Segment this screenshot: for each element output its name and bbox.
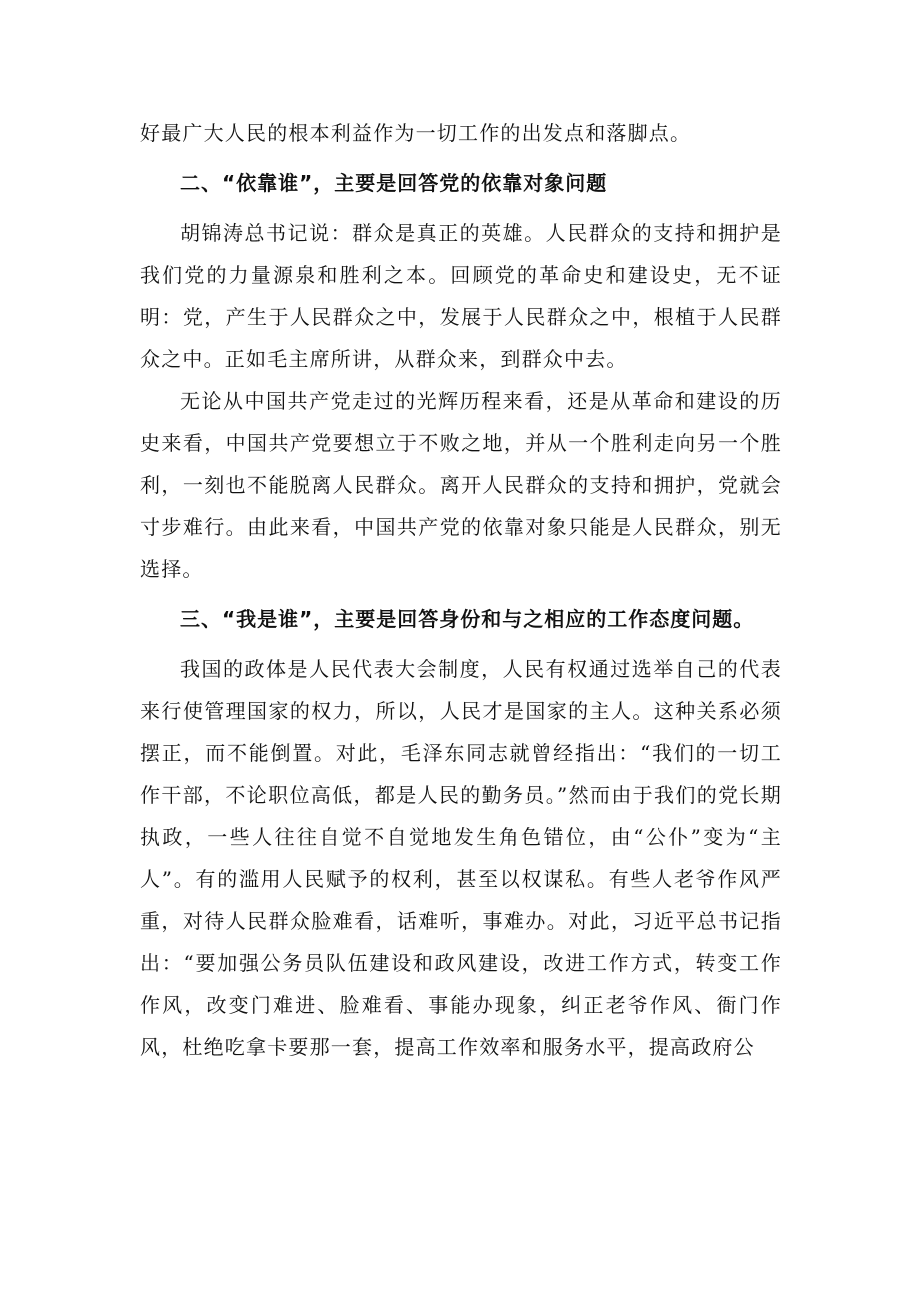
paragraph-hu-jintao-quote: 胡锦涛总书记说：群众是真正的英雄。人民群众的支持和拥护是我们党的力量源泉和胜利之本。回顾党的革命史和建设史，无不证明：党，产生于人民群众之中，发展于人民群众之中，根植于人民群众之中。正如毛主席所讲，从群众来，到群众中去。 (140, 221, 782, 371)
paragraph-party-history: 无论从中国共产党走过的光辉历程来看，还是从革命和建设的历史来看，中国共产党要想立于不败之地，并从一个胜利走向另一个胜利，一刻也不能脱离人民群众。离开人民群众的支持和拥护，党就会寸步难行。由此来看，中国共产党的依靠对象只能是人民群众，别无选择。 (140, 389, 782, 581)
section-heading-3: 三、“我是谁”，主要是回答身份和与之相应的工作态度问题。 (180, 607, 755, 631)
section-heading-2: 二、“依靠谁”，主要是回答党的依靠对象问题 (180, 171, 608, 195)
paragraph-continuation: 好最广大人民的根本利益作为一切工作的出发点和落脚点。 (140, 121, 692, 145)
document-body (140, 112, 782, 1068)
paragraph-political-system: 我国的政体是人民代表大会制度，人民有权通过选举自己的代表来行使管理国家的权力，所以，人民才是国家的主人。这种关系必须摆正，而不能倒置。对此，毛泽东同志就曾经指出：“我们的一切工作干部，不论职位高低，都是人民的勤务员。”然而由于我们的党长期执政，一些人往往自觉不自觉地发生角色错位，由“公仆”变为“主人”。有的滥用人民赋予的权利，甚至以权谋私。有些人老爷作风严重，对待人民群众脸难看，话难听，事难办。对此，习近平总书记指出：“要加强公务员队伍建设和政风建设，改进工作方式，转变工作作风，改变门难进、脸难看、事能办现象，纠正老爷作风、衙门作风，杜绝吃拿卡要那一套，提高工作效率和服务水平，提高政府公 (140, 657, 782, 1059)
